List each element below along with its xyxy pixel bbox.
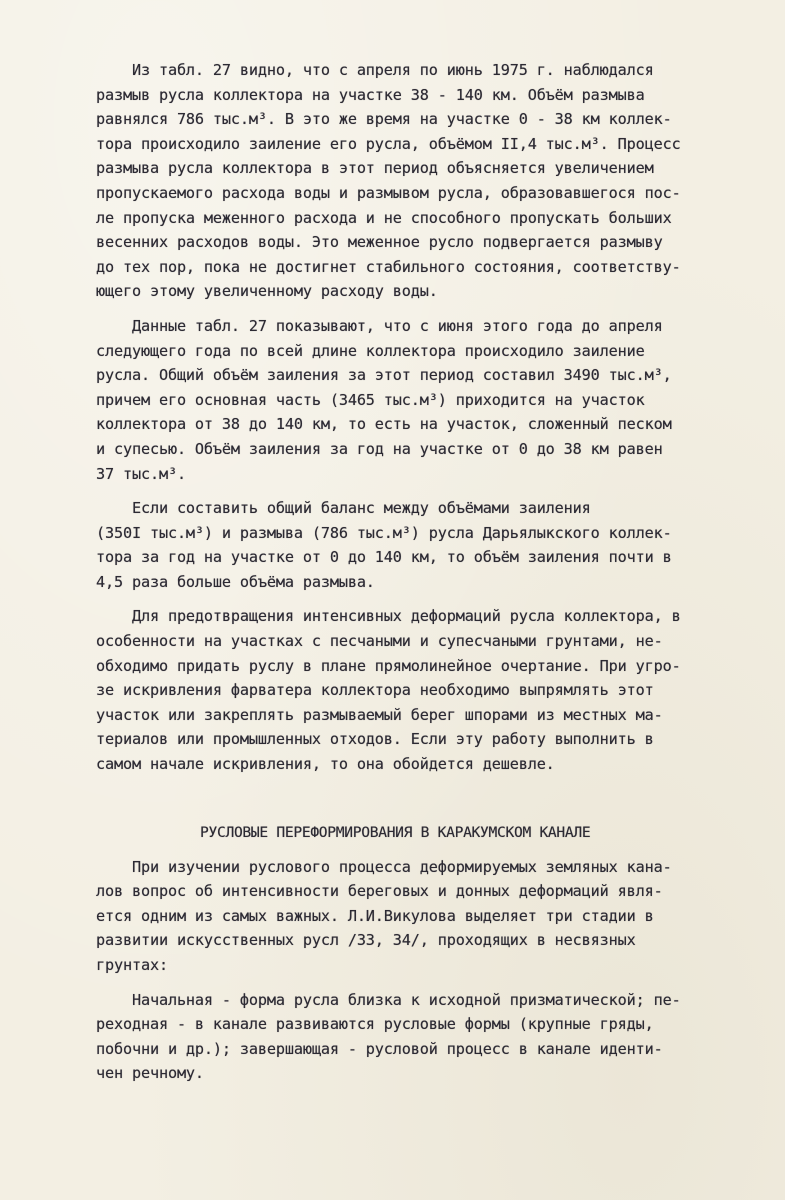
body-text — [96, 58, 745, 1086]
text-line: Если составить общий баланс между объёмами заиления — [96, 499, 591, 518]
text-line: особенности на участках с песчаными и супесчаными грунтами, не- — [96, 632, 663, 651]
paragraph-gap — [96, 978, 745, 988]
paragraph-gap — [96, 304, 745, 314]
text-line: обходимо придать руслу в плане прямолинейное очертание. При угро- — [96, 656, 681, 675]
text-line: побочни и др.); завершающая - русловой процесс в канале иденти- — [96, 1039, 663, 1058]
text-line: следующего года по всей длине коллектора происходило заиление — [96, 341, 645, 360]
text-line: развитии искусственных русл /33, 34/, проходящих в несвязных — [96, 931, 636, 950]
text-line: русла. Общий объём заиления за этот период составил 3490 тыс.м³, — [96, 366, 672, 385]
text-line: тора за год на участке от 0 до 140 км, то объём заиления почти в — [96, 548, 672, 567]
text-line: и супесью. Объём заиления за год на участке от 0 до 38 км равен — [96, 439, 663, 458]
text-line: териалов или промышленных отходов. Если эту работу выполнить в — [96, 730, 654, 749]
text-line: размыва русла коллектора в этот период объясняется увеличением — [96, 159, 654, 178]
text-line: 37 тыс.м³. — [96, 464, 186, 483]
section-paragraph-1 — [96, 855, 745, 978]
text-line: самом начале искривления, то она обойдется дешевле. — [96, 755, 555, 774]
text-line: лов вопрос об интенсивности береговых и донных деформаций явля- — [96, 882, 663, 901]
text-line: равнялся 786 тыс.м³. В это же время на участке 0 - 38 км коллек- — [96, 110, 672, 129]
section-heading: РУСЛОВЫЕ ПЕРЕФОРМИРОВАНИЯ В КАРАКУМСКОМ КАНАЛЕ — [200, 823, 591, 841]
text-line: пропускаемого расхода воды и размывом русла, образовавшегося пос- — [96, 183, 681, 202]
text-line: чен речному. — [96, 1064, 204, 1083]
text-line: (350I тыс.м³) и размыва (786 тыс.м³) русла Дарьялыкского коллек- — [96, 523, 672, 542]
text-line: весенних расходов воды. Это меженное русло подвергается размыву — [96, 233, 663, 252]
text-line: Начальная - форма русла близка к исходной призматической; пе- — [96, 990, 681, 1009]
section-gap — [96, 777, 745, 821]
text-line: до тех пор, пока не достигнет стабильного состояния, соответству- — [96, 257, 681, 276]
paragraph-3 — [96, 496, 745, 594]
text-line: тора происходило заиление его русла, объёмом II,4 тыс.м³. Процесс — [96, 134, 681, 153]
text-line: участок или закреплять размываемый берег шпорами из местных ма- — [96, 705, 663, 724]
text-line: причем его основная часть (3465 тыс.м³) приходится на участок — [96, 390, 645, 409]
paragraph-gap — [96, 594, 745, 604]
text-line: размыв русла коллектора на участке 38 - 140 км. Объём размыва — [96, 85, 645, 104]
text-line: Для предотвращения интенсивных деформаций русла коллектора, в — [96, 607, 681, 626]
text-line: ле пропуска меженного расхода и не способного пропускать больших — [96, 208, 672, 227]
section-paragraph-2 — [96, 988, 745, 1086]
paragraph-4 — [96, 604, 745, 776]
text-line: грунтах: — [96, 956, 168, 974]
text-line: Из табл. 27 видно, что с апреля по июнь 1975 г. наблюдался — [96, 61, 654, 79]
paragraph-1 — [96, 58, 745, 304]
text-line: реходная - в канале развиваются русловые формы (крупные гряды, — [96, 1015, 654, 1034]
text-line: коллектора от 38 до 140 км, то есть на участок, сложенный песком — [96, 415, 672, 434]
text-line: 4,5 раза больше объёма размыва. — [96, 572, 375, 591]
text-line: Данные табл. 27 показывают, что с июня этого года до апреля — [96, 316, 663, 335]
text-line: зе искривления фарватера коллектора необходимо выпрямлять этот — [96, 681, 654, 700]
text-line: ющего этому увеличенному расходу воды. — [96, 282, 438, 301]
text-line: При изучении руслового процесса деформируемых земляных кана- — [96, 857, 672, 876]
text-line: ется одним из самых важных. Л.И.Викулова выделяет три стадии в — [96, 906, 654, 925]
paragraph-gap — [96, 486, 745, 496]
paragraph-2 — [96, 314, 745, 486]
